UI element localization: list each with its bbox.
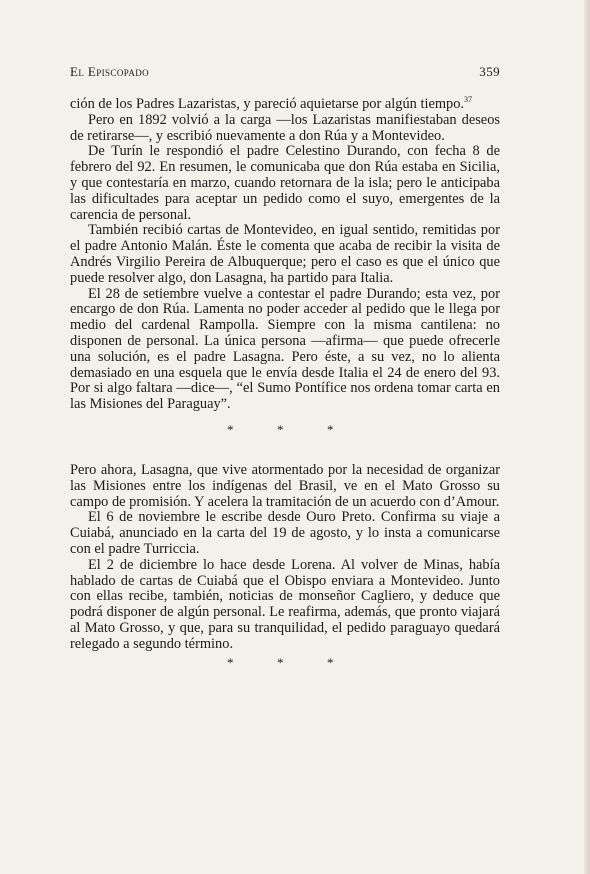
separator-asterisk: * <box>227 421 234 437</box>
footnote-marker: 37 <box>464 95 473 105</box>
paragraph: El 2 de diciembre lo hace desde Lorena. Al volver de Minas, había hablado de cartas de Cuiabá que el Obispo enviara a Montevideo. Junto con ellas recibe, también, noticias de monseñor Cagliero, y deduce que podrá disponer de algún personal. Le reafirma, además, que pronto viajará al Mato Grosso, y que, para su tranquilidad, el pedido paraguayo quedará relegado a segundo término. <box>70 556 500 652</box>
paragraph <box>70 97 500 113</box>
section-separator <box>70 653 500 681</box>
paragraph: Pero ahora, Lasagna, que vive atormentado por la necesidad de organizar las Misiones entre los indígenas del Brasil, ve en el Mato Grosso su campo de promisión. Y acelera la tramitación de un acuerdo con d’Amour. <box>70 461 500 510</box>
section-separator <box>70 413 500 449</box>
separator-asterisk: * <box>227 654 234 670</box>
running-title: El Episcopado <box>70 64 150 79</box>
separator-asterisk: * <box>277 421 284 437</box>
body-text <box>70 97 500 681</box>
paragraph: El 6 de noviembre le escribe desde Ouro Preto. Confirma su viaje a Cuiabá, anunciado en la carta del 19 de agosto, y lo insta a comunicarse con el padre Turriccia. <box>70 509 500 557</box>
page-edge <box>584 0 590 874</box>
running-header <box>70 64 500 82</box>
paragraph-text: ción de los Padres Lazaristas, y pareció aquietarse por algún tiempo. <box>70 96 465 112</box>
paragraph: El 28 de setiembre vuelve a contestar el padre Durando; esta vez, por encargo de don Rúa. Lamenta no poder acceder al pedido que le llega por medio del cardenal Rampolla. Siempre con la misma cantilena: no disponen de personal. La única persona —afirma— que puede ofrecerle una solución, es el padre Lasagna. Pero éste, a su vez, no lo alienta demasiado en una esquela que le envía desde Italia el 24 de enero del 93. Por si algo faltara —dice—, “el Sumo Pontífice nos ordena tomar carta en las Misiones del Paraguay”. <box>70 285 500 413</box>
paragraph: De Turín le respondió el padre Celestino Durando, con fecha 8 de febrero del 92. En resumen, le comunicaba que don Rúa estaba en Sicilia, y que contestaría en marzo, cuando retornara de la isla; pero le anticipaba las dificultades para aceptar un pedido como el suyo, emergentes de la carencia de personal. <box>70 143 500 223</box>
section-gap <box>70 449 500 463</box>
paragraph: Pero en 1892 volvió a la carga —los Lazaristas manifiestaban deseos de retirarse—, y escribió nuevamente a don Rúa y a Montevideo. <box>70 111 500 144</box>
separator-asterisk: * <box>327 654 334 670</box>
separator-asterisk: * <box>277 654 284 670</box>
separator-asterisk: * <box>327 421 334 437</box>
paragraph: También recibió cartas de Montevideo, en igual sentido, remitidas por el padre Antonio Malán. Éste le comenta que acaba de recibir la visita de Andrés Virgilio Pereira de Albuquerque; pero el caso es que el único que puede resolver algo, don Lasagna, ha partido para Italia. <box>70 222 500 286</box>
page-number: 359 <box>479 64 500 79</box>
